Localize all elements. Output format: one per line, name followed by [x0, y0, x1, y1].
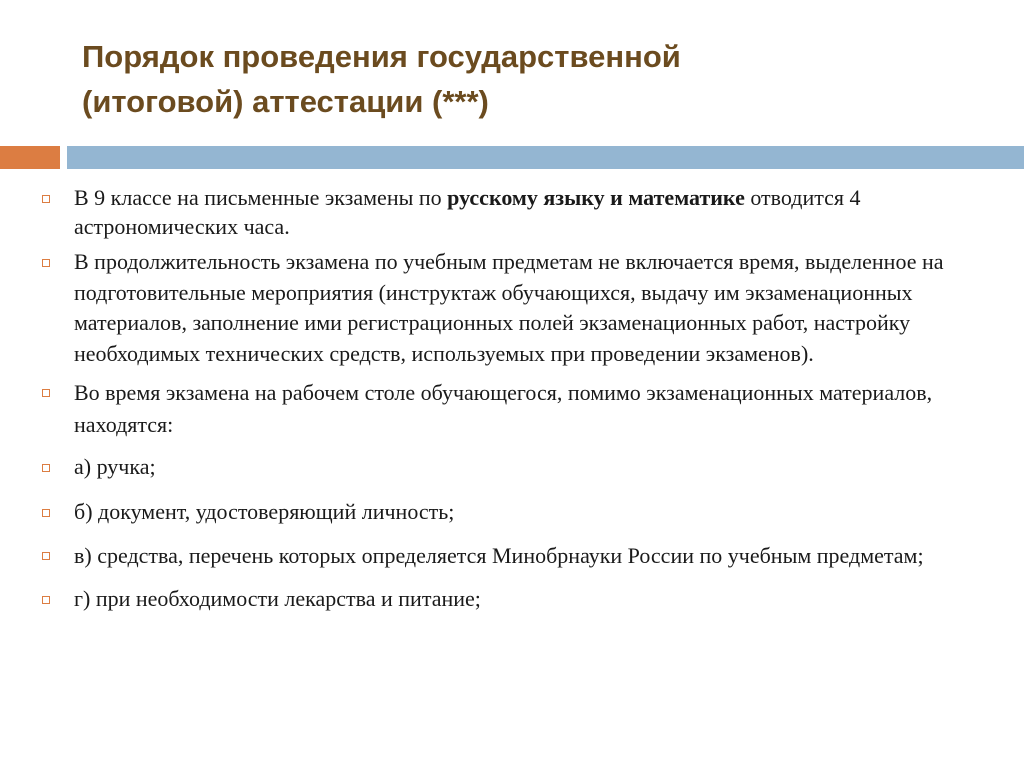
bullet-item-desk-items	[38, 377, 988, 441]
bullet-text: б) документ, удостоверяющий личность;	[74, 499, 455, 524]
slide-title	[82, 34, 982, 124]
bullet-text: в) средства, перечень которых определяется Минобрнауки России по учебным предметам;	[74, 543, 924, 568]
accent-bar-blue	[67, 146, 1024, 169]
square-bullet-icon	[42, 509, 50, 517]
bullet-text-after: отводится 4 астрономических часа.	[74, 185, 861, 239]
slide-title-line-2: (итоговой) аттестации (***)	[82, 84, 489, 119]
bullet-item-id-document	[38, 497, 988, 527]
bullet-text: а) ручка;	[74, 454, 156, 479]
bullet-text: Во время экзамена на рабочем столе обучающегося, помимо экзаменационных материалов, находятся:	[74, 380, 933, 437]
bullet-item-allowed-means	[38, 540, 988, 572]
bullet-text-before: В 9 классе на письменные экзамены по	[74, 185, 448, 210]
square-bullet-icon	[42, 389, 50, 397]
slide-title-line-1: Порядок проведения государственной	[82, 39, 681, 74]
square-bullet-icon	[42, 259, 50, 267]
bullet-item-excluded-time	[38, 247, 988, 369]
bullet-text: г) при необходимости лекарства и питание;	[74, 586, 481, 611]
bullet-text-bold: русскому языку и математике	[447, 185, 745, 210]
accent-bar-orange	[0, 146, 60, 169]
square-bullet-icon	[42, 464, 50, 472]
bullet-item-pen	[38, 452, 988, 482]
bullet-list	[38, 183, 988, 614]
bullet-item-medicine-food	[38, 584, 988, 614]
square-bullet-icon	[42, 195, 50, 203]
bullet-text: В продолжительность экзамена по учебным предметам не включается время, выделенное на подготовительные мероприятия (инструктаж обучающихся, выдачу им экзаменационных материалов, заполнение ими регистрационных полей экзаменационных работ, настройку необходимых технических средств, используемых при проведении экзаменов).	[74, 249, 944, 366]
bullet-item-exam-duration	[38, 183, 988, 241]
square-bullet-icon	[42, 552, 50, 560]
square-bullet-icon	[42, 596, 50, 604]
